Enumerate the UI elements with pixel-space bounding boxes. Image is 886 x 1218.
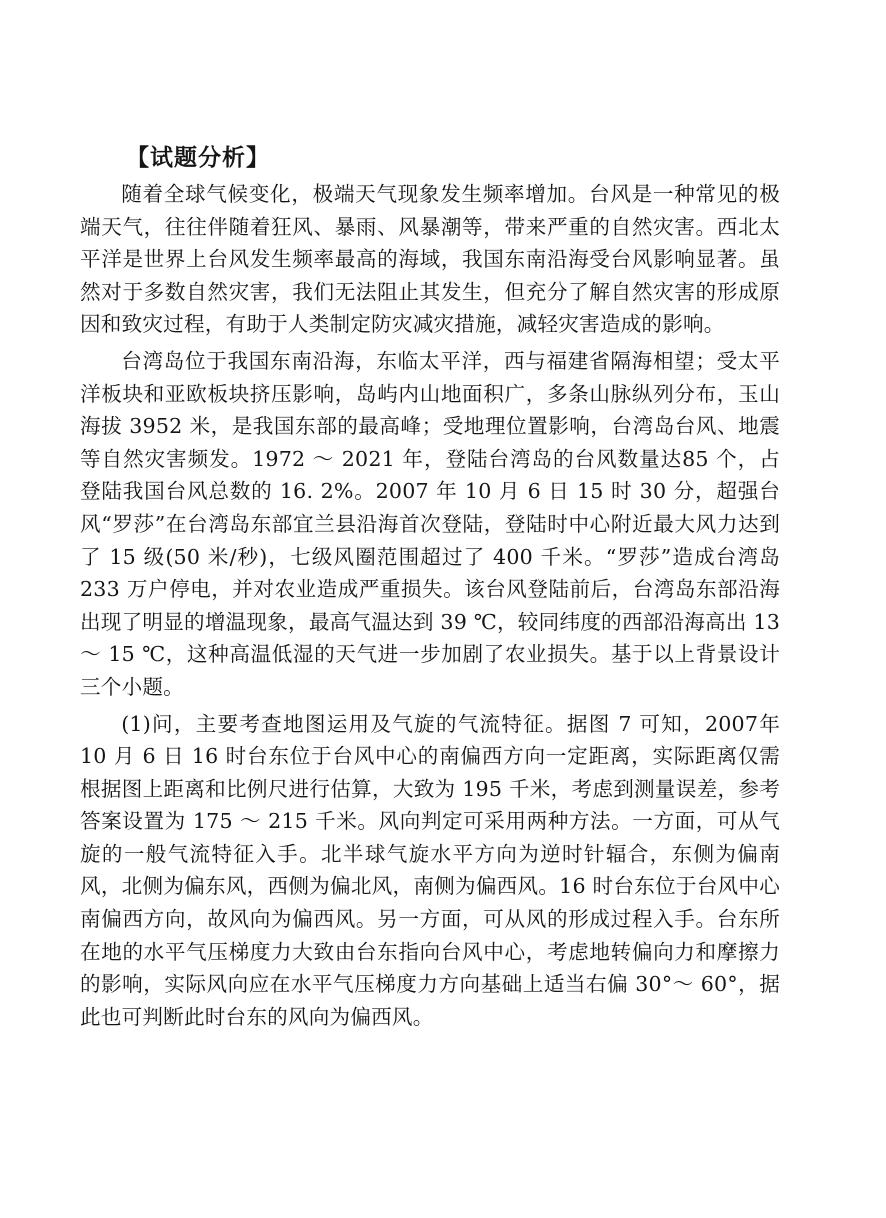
document-page (80, 138, 780, 1037)
paragraph-question-1: (1)问，主要考查地图运用及气旋的气流特征。据图 7 可知，2007年 10 月 6 日 16 时台东位于台风中心的南偏西方向一定距离，实际距离仅需根据图上距离和比例尺进行估算，大致为 195 千米，考虑到测量误差，参考答案设置为 175 ～ 215 千米。风向判定可采用两种方法。一方面，可从气旋的一般气流特征入手。北半球气旋水平方向为逆时针辐合，东侧为偏南风，北侧为偏东风，西侧为偏北风，南侧为偏西风。16 时台东位于台风中心南偏西方向，故风向为偏西风。另一方面，可从风的形成过程入手。台东所在地的水平气压梯度力大致由台东指向台风中心，考虑地转偏向力和摩擦力的影响，实际风向应在水平气压梯度力方向基础上适当右偏 30°～ 60°，据此也可判断此时台东的风向为偏西风。 (80, 711, 780, 1029)
paragraph-background: 台湾岛位于我国东南沿海，东临太平洋，西与福建省隔海相望；受太平洋板块和亚欧板块挤压影响，岛屿内山地面积广，多条山脉纵列分布，玉山海拔 3952 米，是我国东部的最高峰；受地理位置影响，台湾岛台风、地震等自然灾害频发。1972 ～ 2021 年，登陆台湾岛的台风数量达85 个，占登陆我国台风总数的 16. 2%。2007 年 10 月 6 日 15 时 30 分，超强台风“罗莎”在台湾岛东部宜兰县沿海首次登陆，登陆时中心附近最大风力达到了 15 级(50 米/秒)，七级风圈范围超过了 400 千米。“罗莎”造成台湾岛 233 万户停电，并对农业造成严重损失。该台风登陆前后，台湾岛东部沿海出现了明显的增温现象，最高气温达到 39 ℃，较同纬度的西部沿海高出 13 ～ 15 ℃，这种高温低湿的天气进一步加剧了农业损失。基于以上背景设计三个小题。 (80, 348, 780, 699)
section-title: 【试题分析】 (126, 145, 270, 171)
paragraph-intro: 随着全球气候变化，极端天气现象发生频率增加。台风是一种常见的极端天气，往往伴随着狂风、暴雨、风暴潮等，带来严重的自然灾害。西北太平洋是世界上台风发生频率最高的海域，我国东南沿海受台风影响显著。虽然对于多数自然灾害，我们无法阻止其发生，但充分了解自然灾害的形成原因和致灾过程，有助于人类制定防灾减灾措施，减轻灾害造成的影响。 (80, 182, 780, 337)
